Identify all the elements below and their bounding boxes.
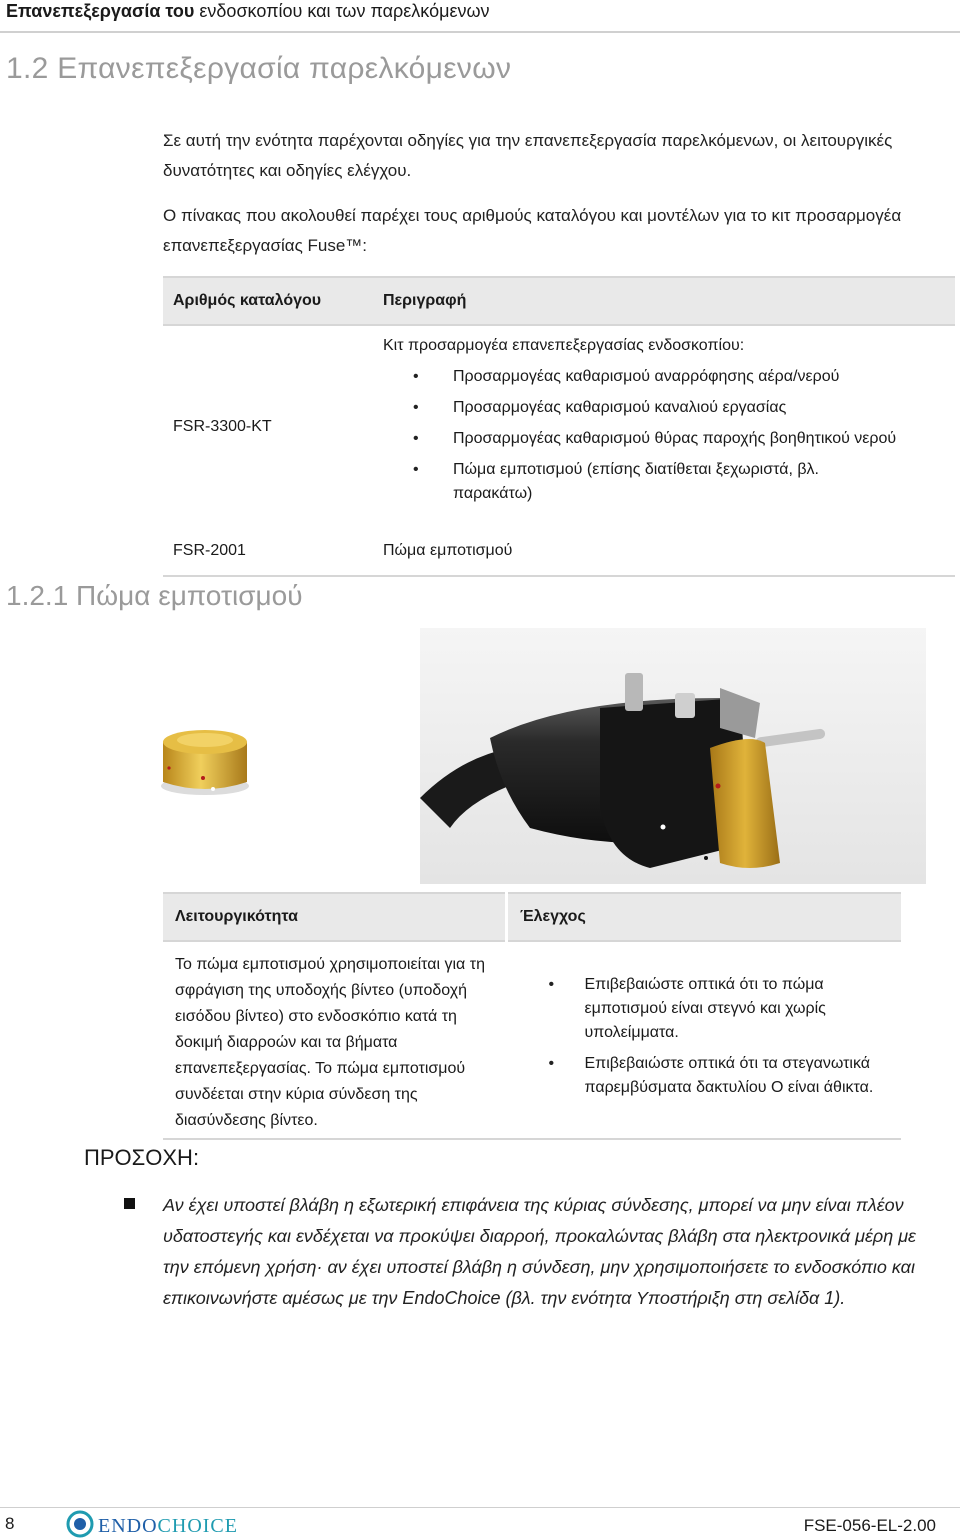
table-header-row (163, 277, 955, 325)
table-header-row (163, 893, 901, 941)
document-code: FSE-056-EL-2.00 (803, 1516, 936, 1535)
running-header: Επανεπεξεργασία του ενδοσκοπίου και των παρελκόμενων (6, 1, 490, 21)
list-item: • Επιβεβαιώστε οπτικά ότι το πώμα εμποτισμού είναι στεγνό και χωρίς υπολείμματα. (519, 973, 890, 1045)
page-number: 8 (5, 1514, 15, 1533)
caution-label: ΠΡΟΣΟΧΗ: (84, 1145, 200, 1170)
functionality-text: Το πώμα εμποτισμού χρησιμοποιείται για τη σφράγιση της υποδοχής βίντεο (υποδοχή εισόδου βίντεο) στο ενδοσκόπιο κατά τη δοκιμή διαρροών και τα βήματα επανεπεξεργασίας. Το πώμα εμποτισμού συνδέεται στην κύρια σύνδεση της διασύνδεσης βίντεο. (175, 956, 485, 1129)
function-table (163, 892, 901, 1140)
endochoice-logo (66, 1508, 266, 1540)
square-bullet-icon (124, 1198, 135, 1209)
catalog-table (163, 276, 955, 577)
table-row (163, 527, 955, 576)
catalog-column-header: Αριθμός καταλόγου (163, 277, 373, 325)
description-text: Κιτ προσαρμογέα επανεπεξεργασίας ενδοσκοπίου: (383, 337, 745, 354)
table-row (163, 941, 901, 1139)
functionality-column-header: Λειτουργικότητα (163, 893, 507, 941)
check-list (519, 973, 890, 1100)
table-row (163, 325, 955, 527)
table-intro-paragraph: Ο πίνακας που ακολουθεί παρέχει τους αριθμούς καταλόγου και μοντέλων για το κιτ προσαρμογέα επανεπεξεργασίας Fuse™: (163, 206, 902, 255)
subsection-title: 1.2.1 Πώμα εμποτισμού (6, 580, 303, 611)
list-item: • Επιβεβαιώστε οπτικά ότι τα στεγανωτικά παρεμβύσματα δακτυλίου Ο είναι άθικτα. (519, 1052, 890, 1100)
list-item: • Προσαρμογέας καθαρισμού θύρας παροχής βοηθητικού νερού (383, 427, 945, 451)
header-rule (0, 31, 960, 33)
intro-paragraph: Σε αυτή την ενότητα παρέχονται οδηγίες για την επανεπεξεργασία παρελκόμενων, οι λειτουργικές δυνατότητες και οδηγίες ελέγχου. (163, 131, 893, 180)
section-title: 1.2 Επανεπεξεργασία παρελκόμενων (6, 52, 512, 85)
description-text: Πώμα εμποτισμού (383, 542, 513, 559)
catalog-code: FSR-2001 (173, 542, 246, 559)
check-column-header: Έλεγχος (507, 893, 902, 941)
caution-text: Αν έχει υποστεί βλάβη η εξωτερική επιφάνεια της κύριας σύνδεσης, μπορεί να μην είναι πλέον υδατοστεγής και ενδέχεται να προκύψει διαρροή, προκαλώντας βλάβη στα ηλεκτρονικά μέρη με την επόμενη χρήση· αν έχει υποστεί βλάβη η σύνδεση, μην χρησιμοποιήσετε το ενδοσκόπιο και επικοινωνήστε αμέσως με την EndoChoice (βλ. την ενότητα Υποστήριξη στη σελίδα 1). (163, 1195, 916, 1308)
kit-items-list (383, 365, 945, 506)
description-column-header: Περιγραφή (373, 277, 955, 325)
list-item: • Πώμα εμποτισμού (επίσης διατίθεται ξεχωριστά, βλ. παρακάτω) (383, 458, 945, 506)
endoscope-connector-image (420, 628, 926, 884)
list-item: • Προσαρμογέας καθαρισμού αναρρόφησης αέρα/νερού (383, 365, 945, 389)
svg-text:ENDOCHOICE: ENDOCHOICE (98, 1515, 238, 1537)
list-item: • Προσαρμογέας καθαρισμού καναλιού εργασίας (383, 396, 945, 420)
catalog-code: FSR-3300-KT (173, 417, 272, 435)
soaking-cap-image (155, 720, 255, 802)
